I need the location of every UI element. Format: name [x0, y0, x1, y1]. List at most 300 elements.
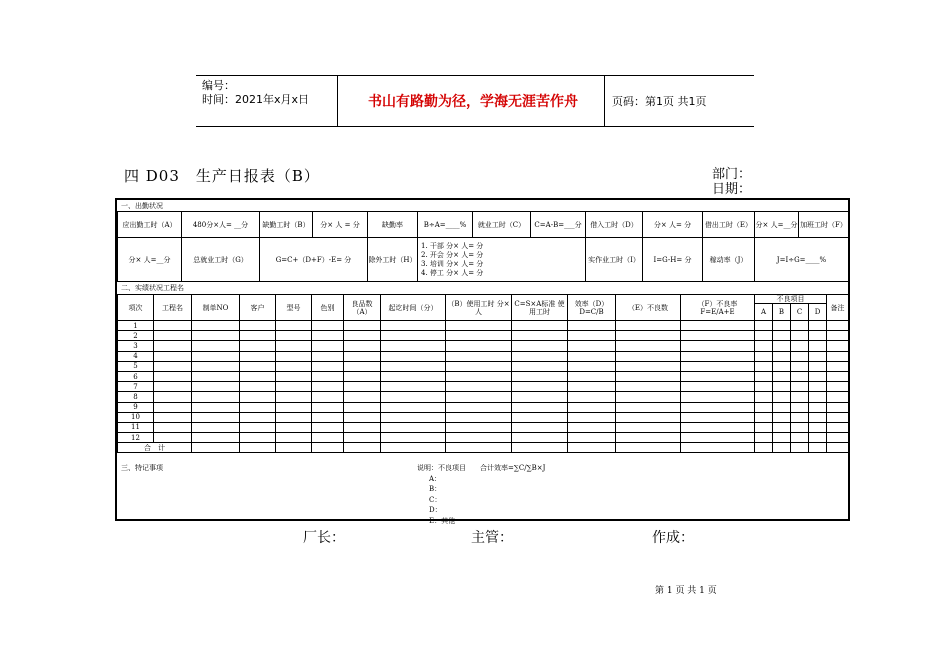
table-cell — [827, 361, 849, 371]
table-cell — [192, 361, 240, 371]
section2-title: 二、实绩状况工程名 — [121, 284, 184, 292]
form-title: 四 D03 生产日报表（B） — [124, 167, 320, 185]
section1-title: 一、出勤状况 — [121, 202, 163, 210]
table-cell — [154, 321, 192, 331]
table-cell — [827, 402, 849, 412]
table-cell — [381, 382, 446, 392]
table-cell — [791, 361, 809, 371]
table-row — [118, 422, 849, 432]
table-cell — [240, 402, 276, 412]
table-cell — [681, 422, 755, 432]
table-cell — [312, 443, 344, 453]
table-cell — [568, 443, 616, 453]
table-cell: 11 — [118, 422, 154, 432]
table-cell — [616, 402, 681, 412]
table-cell — [446, 402, 512, 412]
table-cell — [568, 331, 616, 341]
table-cell — [616, 321, 681, 331]
table-cell — [154, 382, 192, 392]
table-cell — [276, 351, 312, 361]
defect-col-header: C — [791, 304, 809, 321]
cell: 应出勤工时（A） — [118, 212, 182, 238]
cell: J=I÷G=____% — [755, 238, 849, 282]
table-cell — [192, 331, 240, 341]
table-cell — [809, 412, 827, 422]
header-cell: 不良项目 — [755, 295, 827, 304]
table-cell — [512, 341, 568, 351]
table-header-row — [118, 295, 849, 304]
attendance-table — [117, 211, 849, 282]
table-cell — [512, 382, 568, 392]
table-cell — [446, 412, 512, 422]
table-cell: 9 — [118, 402, 154, 412]
table-cell — [154, 433, 192, 443]
table-cell — [681, 412, 755, 422]
table-cell — [154, 422, 192, 432]
report-form — [115, 198, 850, 525]
note-item: E：其他 — [429, 516, 456, 525]
header-cell: 客户 — [240, 295, 276, 321]
table-cell — [809, 392, 827, 402]
table-cell — [344, 361, 381, 371]
table-cell — [773, 392, 791, 402]
table-cell — [791, 392, 809, 402]
table-cell — [616, 382, 681, 392]
table-cell — [512, 433, 568, 443]
table-cell — [192, 402, 240, 412]
table-cell: 4 — [118, 351, 154, 361]
table-cell — [681, 371, 755, 381]
cell: C=A-B=___分 — [531, 212, 586, 238]
table-cell — [568, 412, 616, 422]
table-cell — [276, 402, 312, 412]
table-cell — [809, 382, 827, 392]
table-cell — [791, 443, 809, 453]
table-cell — [192, 392, 240, 402]
table-cell — [312, 321, 344, 331]
cell: 借入工时（D） — [586, 212, 643, 238]
table-cell — [616, 351, 681, 361]
table-cell — [773, 382, 791, 392]
note-item: A： — [429, 474, 442, 483]
table-cell: 12 — [118, 433, 154, 443]
page-info: 页码：第1页 共1页 — [612, 95, 707, 108]
table-cell — [312, 331, 344, 341]
cell: 总就业工时（G） — [182, 238, 260, 282]
table-cell — [344, 371, 381, 381]
table-cell — [381, 392, 446, 402]
table-cell — [192, 351, 240, 361]
header-cell: C=S×A标准 使用工时 — [512, 295, 568, 321]
defect-col-header: D — [809, 304, 827, 321]
table-cell — [154, 341, 192, 351]
table-cell — [681, 382, 755, 392]
table-cell — [512, 443, 568, 453]
table-cell — [344, 351, 381, 361]
table-cell — [312, 412, 344, 422]
header-cell: 备注 — [827, 295, 849, 321]
table-cell — [827, 392, 849, 402]
table-cell — [344, 392, 381, 402]
table-cell — [755, 321, 773, 331]
table-cell — [809, 361, 827, 371]
defect-col-header: B — [773, 304, 791, 321]
table-cell — [512, 361, 568, 371]
table-cell — [381, 371, 446, 381]
table-cell: 8 — [118, 392, 154, 402]
table-cell — [276, 361, 312, 371]
remarks-note — [417, 463, 545, 526]
table-cell — [512, 371, 568, 381]
table-cell — [568, 361, 616, 371]
table-cell — [276, 331, 312, 341]
table-cell — [755, 422, 773, 432]
table-cell — [381, 422, 446, 432]
table-cell — [791, 331, 809, 341]
table-cell — [773, 443, 791, 453]
table-cell — [192, 422, 240, 432]
table-row — [118, 321, 849, 331]
cell: 缺勤工时（B） — [260, 212, 313, 238]
table-cell — [827, 341, 849, 351]
table-cell — [827, 331, 849, 341]
table-cell — [240, 331, 276, 341]
table-cell — [809, 402, 827, 412]
table-cell — [681, 392, 755, 402]
table-cell — [192, 341, 240, 351]
table-cell — [773, 422, 791, 432]
table-cell — [446, 371, 512, 381]
table-cell — [809, 433, 827, 443]
table-cell — [773, 433, 791, 443]
table-cell — [381, 402, 446, 412]
table-cell — [681, 402, 755, 412]
table-cell — [568, 321, 616, 331]
table-cell — [568, 402, 616, 412]
table-cell — [616, 443, 681, 453]
table-cell — [773, 341, 791, 351]
table-cell — [755, 361, 773, 371]
table-cell — [240, 392, 276, 402]
table-cell — [446, 392, 512, 402]
table-cell — [512, 392, 568, 402]
table-row — [118, 402, 849, 412]
cell: 分× 人 = 分 — [313, 212, 368, 238]
table-cell — [154, 412, 192, 422]
table-cell — [512, 412, 568, 422]
cell: 分× 人=__分 — [118, 238, 182, 282]
table-row — [118, 341, 849, 351]
table-cell — [381, 433, 446, 443]
table-cell — [681, 321, 755, 331]
document-header — [196, 75, 754, 127]
table-cell — [827, 382, 849, 392]
table-cell — [755, 382, 773, 392]
table-cell — [809, 371, 827, 381]
table-row — [118, 351, 849, 361]
table-cell — [791, 433, 809, 443]
table-cell — [276, 433, 312, 443]
table-cell — [568, 371, 616, 381]
table-cell — [773, 412, 791, 422]
table-cell — [312, 351, 344, 361]
table-cell — [154, 402, 192, 412]
table-cell — [791, 371, 809, 381]
table-cell — [616, 371, 681, 381]
signature-factory-manager: 厂长： — [303, 530, 345, 546]
table-cell — [568, 422, 616, 432]
cell: I=G-H= 分 — [643, 238, 703, 282]
table-cell — [512, 321, 568, 331]
table-cell — [344, 422, 381, 432]
header-cell: （B）使用工时 分×人 — [446, 295, 512, 321]
header-cell: 型号 — [276, 295, 312, 321]
table-cell — [809, 341, 827, 351]
page-footer: 第 1 页 共 1 页 — [655, 586, 717, 596]
table-cell — [681, 331, 755, 341]
cell: 缺勤率 — [368, 212, 418, 238]
table-cell — [381, 341, 446, 351]
table-cell — [276, 422, 312, 432]
table-cell — [240, 361, 276, 371]
table-cell — [773, 371, 791, 381]
table-row — [118, 371, 849, 381]
cell: 加班工时（F） — [799, 212, 849, 238]
table-cell — [240, 341, 276, 351]
table-cell — [312, 371, 344, 381]
table-cell — [616, 422, 681, 432]
table-cell — [827, 371, 849, 381]
cell: 1. 干部 分× 人= 分 2. 开会 分× 人= 分 3. 培训 分× 人= 分 4. 停工 分× 人= 分 — [418, 238, 586, 282]
table-cell — [240, 422, 276, 432]
table-cell — [791, 402, 809, 412]
note-item: D： — [429, 506, 442, 514]
signature-preparer: 作成： — [652, 530, 694, 546]
table-cell — [276, 412, 312, 422]
table-cell — [312, 361, 344, 371]
note-item: C： — [429, 495, 442, 504]
table-cell — [344, 341, 381, 351]
table-cell — [446, 361, 512, 371]
table-cell — [344, 443, 381, 453]
table-cell — [791, 412, 809, 422]
table-cell: 2 — [118, 331, 154, 341]
time-label: 时间：2021年x月x日 — [202, 93, 310, 106]
total-row — [118, 443, 849, 453]
table-cell — [755, 392, 773, 402]
table-cell — [681, 433, 755, 443]
dept-date-block — [712, 167, 751, 197]
cell: 实作业工时（I） — [586, 238, 643, 282]
table-cell — [312, 382, 344, 392]
attendance-row-2 — [118, 238, 849, 282]
table-cell — [791, 382, 809, 392]
table-cell — [381, 361, 446, 371]
defect-col-header: A — [755, 304, 773, 321]
table-cell — [240, 412, 276, 422]
table-cell — [827, 351, 849, 361]
header-cell: 制单NO — [192, 295, 240, 321]
date-label: 日期： — [712, 182, 752, 197]
table-cell — [568, 382, 616, 392]
table-cell — [381, 412, 446, 422]
table-cell — [344, 402, 381, 412]
table-cell — [192, 433, 240, 443]
table-cell — [344, 321, 381, 331]
table-cell — [809, 331, 827, 341]
table-cell — [616, 392, 681, 402]
cell: G=C+（D+F）-E= 分 — [260, 238, 368, 282]
table-cell — [616, 361, 681, 371]
header-cell: 项次 — [118, 295, 154, 321]
table-cell — [755, 433, 773, 443]
table-cell — [240, 443, 276, 453]
table-cell — [446, 433, 512, 443]
motto-text: 书山有路勤为径，学海无涯苦作舟 — [368, 94, 578, 110]
table-cell — [773, 361, 791, 371]
header-divider — [337, 76, 338, 126]
table-cell — [154, 351, 192, 361]
table-cell — [773, 331, 791, 341]
table-cell — [276, 371, 312, 381]
table-cell — [809, 422, 827, 432]
cell: 稼动率（J） — [703, 238, 755, 282]
table-cell — [809, 321, 827, 331]
table-cell — [192, 321, 240, 331]
table-cell — [276, 341, 312, 351]
table-cell — [276, 321, 312, 331]
table-cell — [312, 422, 344, 432]
table-cell — [240, 321, 276, 331]
table-cell — [809, 351, 827, 361]
table-cell: 1 — [118, 321, 154, 331]
table-cell — [755, 351, 773, 361]
header-cell: 效率（D）D=C/B — [568, 295, 616, 321]
table-cell — [616, 412, 681, 422]
table-cell — [446, 321, 512, 331]
table-cell — [568, 433, 616, 443]
table-cell — [681, 341, 755, 351]
table-cell — [827, 443, 849, 453]
header-cell: 色别 — [312, 295, 344, 321]
table-cell — [192, 382, 240, 392]
table-cell — [616, 433, 681, 443]
signature-supervisor: 主管： — [471, 530, 513, 546]
table-row — [118, 392, 849, 402]
table-cell — [276, 382, 312, 392]
table-cell — [154, 392, 192, 402]
header-cell: （F）不良率 F=E/A+E — [681, 295, 755, 321]
note-item: B： — [429, 485, 442, 493]
table-cell — [773, 321, 791, 331]
table-cell — [755, 412, 773, 422]
table-cell — [681, 361, 755, 371]
table-cell — [512, 422, 568, 432]
table-cell — [276, 443, 312, 453]
performance-table — [117, 294, 849, 453]
header-cell: 起讫时间（分） — [381, 295, 446, 321]
table-cell — [312, 341, 344, 351]
table-row — [118, 433, 849, 443]
table-cell — [154, 361, 192, 371]
dept-label: 部门： — [712, 167, 752, 182]
table-cell — [381, 351, 446, 361]
cell: 分× 人=__分 — [755, 212, 799, 238]
table-cell — [773, 351, 791, 361]
table-cell — [827, 412, 849, 422]
table-cell — [755, 371, 773, 381]
table-cell — [568, 351, 616, 361]
table-cell — [446, 422, 512, 432]
table-cell — [381, 321, 446, 331]
table-cell — [446, 331, 512, 341]
table-cell: 合 计 — [118, 443, 192, 453]
table-cell — [381, 331, 446, 341]
table-cell — [512, 351, 568, 361]
table-cell: 6 — [118, 371, 154, 381]
table-cell — [827, 433, 849, 443]
cell: B÷A=____% — [418, 212, 473, 238]
table-cell — [616, 341, 681, 351]
attendance-row-1 — [118, 212, 849, 238]
header-cell: 良品数（A） — [344, 295, 381, 321]
number-label: 编号： — [202, 79, 235, 92]
table-cell — [446, 341, 512, 351]
table-row — [118, 361, 849, 371]
cell: 分× 人= 分 — [643, 212, 703, 238]
table-cell — [240, 382, 276, 392]
table-cell: 5 — [118, 361, 154, 371]
table-cell — [446, 382, 512, 392]
section3-title: 三、特记事项 — [121, 464, 163, 472]
table-cell — [192, 371, 240, 381]
table-row — [118, 382, 849, 392]
table-cell — [681, 443, 755, 453]
table-cell — [616, 331, 681, 341]
table-cell: 7 — [118, 382, 154, 392]
table-cell — [827, 422, 849, 432]
table-cell — [791, 422, 809, 432]
table-cell — [312, 433, 344, 443]
table-cell — [446, 351, 512, 361]
cell: 就业工时（C） — [473, 212, 531, 238]
table-cell — [344, 412, 381, 422]
table-cell — [240, 433, 276, 443]
header-cell: （E）不良数 — [616, 295, 681, 321]
header-cell: 工程名 — [154, 295, 192, 321]
table-cell — [276, 392, 312, 402]
table-cell — [344, 331, 381, 341]
table-cell — [344, 382, 381, 392]
table-cell — [312, 392, 344, 402]
table-cell — [791, 321, 809, 331]
table-cell — [681, 351, 755, 361]
table-cell — [791, 341, 809, 351]
table-cell — [512, 331, 568, 341]
table-cell — [192, 443, 240, 453]
table-cell — [446, 443, 512, 453]
table-cell — [192, 412, 240, 422]
table-cell — [381, 443, 446, 453]
cell: 除外工时（H） — [368, 238, 418, 282]
table-cell — [512, 402, 568, 412]
table-body — [118, 321, 849, 453]
table-row — [118, 331, 849, 341]
table-cell — [154, 331, 192, 341]
table-cell — [568, 392, 616, 402]
table-cell — [755, 402, 773, 412]
note-line: 说明：不良项目 合计效率=∑C/∑B×J — [417, 464, 546, 472]
